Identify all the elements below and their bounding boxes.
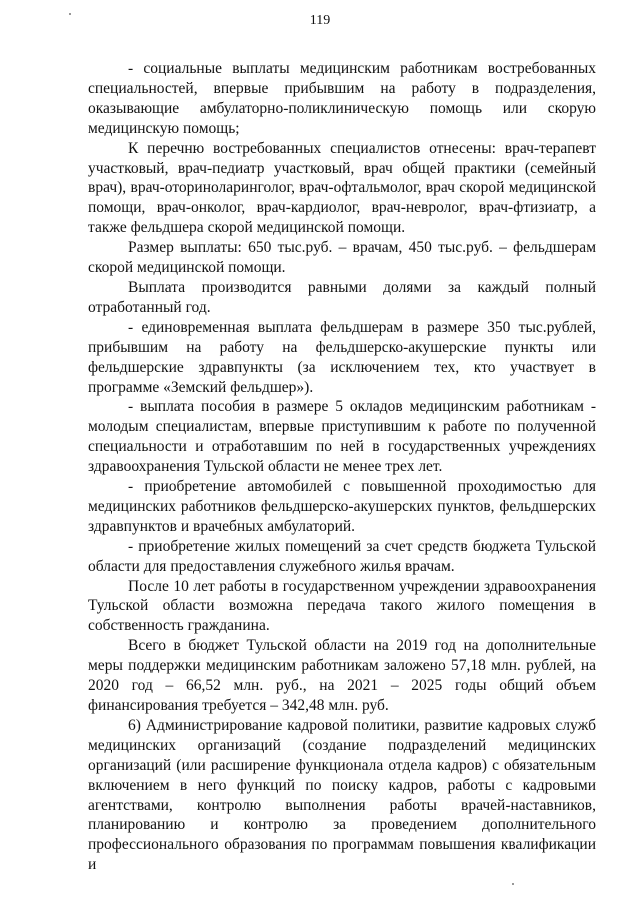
paragraph-social-payments: - социальные выплаты медицинским работникам востребованных специальностей, впервые прибывшим на работу в подразделения, оказывающие амбулаторно-поликлиническую помощь или скорую медицинскую помощь; [88,60,596,137]
scan-speck [512,883,514,885]
paragraph-vehicles: - приобретение автомобилей с повышенной проходимостью для медицинских работников фельдшерско-акушерских пунктов, фельдшерских здравпунктов и врачебных амбулаторий. [88,478,596,535]
paragraph-payment-size: Размер выплаты: 650 тыс.руб. – врачам, 450 тыс.руб. – фельдшерам скорой медицинской помощи. [88,239,596,277]
paragraph-housing: - приобретение жилых помещений за счет средств бюджета Тульской области для предоставления служебного жилья врачам. [88,537,596,575]
document-body [88,59,596,875]
paragraph-housing-transfer: После 10 лет работы в государственном учреждении здравоохранения Тульской области возможна передача такого жилого помещения в собственность гражданина. [88,577,596,635]
paragraph-specialists-list: К перечню востребованных специалистов отнесены: врач-терапевт участковый, врач-педиатр участковый, врач общей практики (семейный врач), врач-оториноларинголог, врач-офтальмолог, врач скорой медицинской помощи, врач-онколог, врач-кардиолог, врач-невролог, врач-фтизиатр, а также фельдшера скорой медицинской помощи. [88,139,596,237]
scan-speck [69,13,71,15]
paragraph-payment-schedule: Выплата производится равными долями за каждый полный отработанный год. [88,278,596,316]
page-number: 119 [309,13,331,28]
paragraph-hr-administration: 6) Администрирование кадровой политики, развитие кадровых служб медицинских организаций (создание подразделений медицинских организаций (или расширение функционала отдела кадров) с обязательным включением в него функций по поиску кадров, работы с кадровыми агентствами, контролю выполнения работы врачей-наставников, планированию и контролю за проведением дополнительного профессионального образования по программам повышения квалификации и [88,716,596,874]
paragraph-allowance: - выплата пособия в размере 5 окладов медицинским работникам - молодым специалистам, впервые приступившим к работе по полученной специальности и отработавшим по ней в государственных учреждениях здравоохранения Тульской области не менее трех лет. [88,398,596,476]
paragraph-paramedic-payment: - единовременная выплата фельдшерам в размере 350 тыс.рублей, прибывшим на работу на фельдшерско-акушерские пункты или фельдшерские здравпункты (за исключением тех, кто участвует в программе «Земский фельдшер»). [88,318,596,396]
paragraph-budget: Всего в бюджет Тульской области на 2019 год на дополнительные меры поддержки медицинским работникам заложено 57,18 млн. рублей, на 2020 год – 66,52 млн. руб., на 2021 – 2025 годы общий объем финансирования требуется – 342,48 млн. руб. [88,637,596,714]
